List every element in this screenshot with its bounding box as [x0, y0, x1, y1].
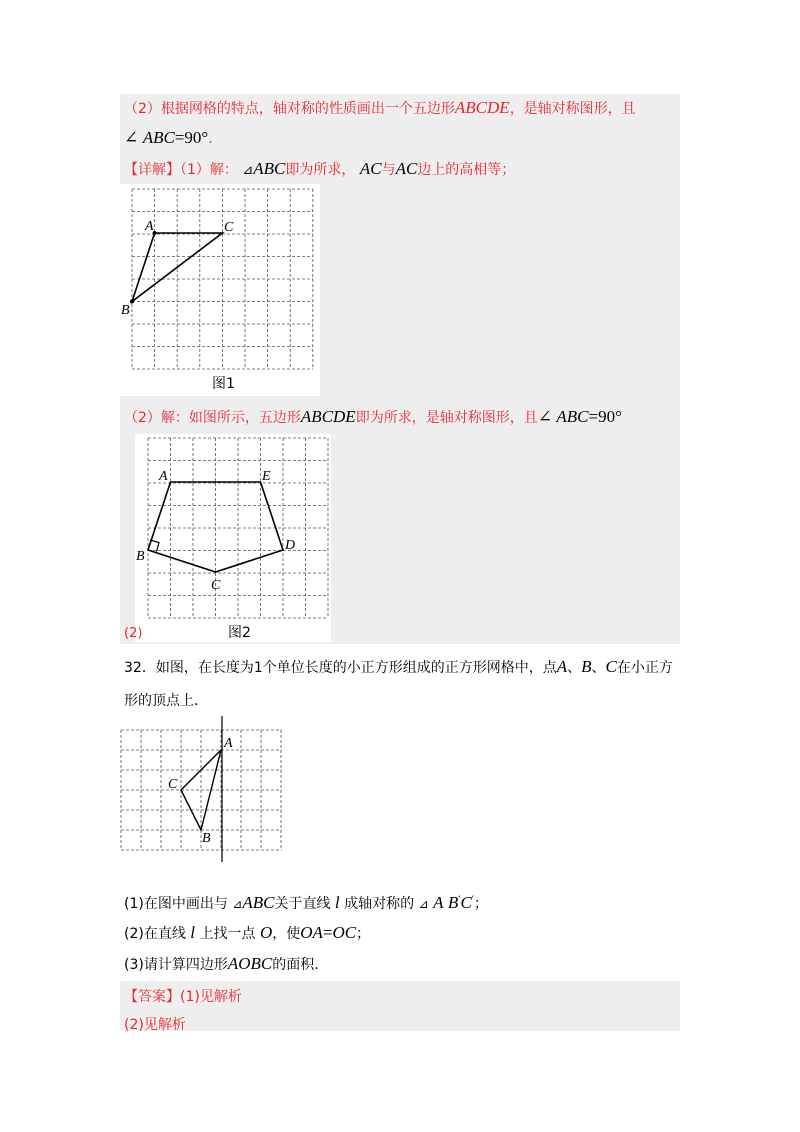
sub-question-3	[124, 954, 319, 974]
detail-text4: 边上的高相等；	[417, 162, 516, 178]
label-a: A	[145, 219, 154, 234]
point-b-dot	[130, 300, 134, 304]
angle-name: ABC	[142, 128, 175, 147]
part2-answer-text2: 即为所求，是轴对称图形，且	[355, 410, 538, 426]
sub-q1-prime: ′	[458, 894, 461, 906]
triangle-symbol: ⊿	[242, 162, 254, 177]
part2-answer-angle-symbol: ∠	[537, 407, 552, 426]
sub-q2-mid2: ，使	[272, 926, 301, 942]
sub-q1-triangle-symbol: ⊿	[232, 897, 243, 911]
sub-q1-number: (1)	[124, 896, 144, 912]
part2-question-line2	[124, 128, 213, 148]
label-a: A	[159, 469, 168, 484]
q32-point-c: C	[605, 657, 617, 676]
label-c: C	[168, 777, 178, 792]
figure-1-caption: 图1	[212, 376, 235, 392]
sub-question-2	[124, 923, 370, 943]
sub-q1-end: ；	[474, 896, 489, 912]
sub-q2-end: ；	[356, 926, 371, 942]
sub-q1-text: 在图中画出与	[143, 896, 228, 912]
segment-ac-1: AC	[359, 159, 382, 178]
sub-q2-number: (2)	[124, 926, 144, 942]
part2-answer-text1: （2）解：如图所示，五边形	[124, 410, 301, 426]
sub-q1-mid2: 成轴对称的	[344, 896, 415, 912]
label-c: C	[211, 578, 221, 593]
label-b: B	[136, 549, 145, 564]
sub-q2-mid: 上找一点	[199, 926, 256, 942]
sub-q1-triangle: ABC	[242, 893, 275, 912]
part2-marker: (2)	[124, 626, 143, 641]
q32-mid: 个单位长度的小正方形组成的正方形网格中，点	[262, 660, 557, 676]
sub-q3-shape: AOBC	[227, 954, 273, 973]
sub-q1-triangle2-symbol: ⊿	[418, 897, 429, 911]
figure-2-background	[135, 434, 331, 642]
q32-line2: 形的顶点上．	[124, 693, 208, 709]
q32-point-b: B	[581, 657, 592, 676]
figure-1	[120, 184, 320, 396]
label-b: B	[202, 831, 211, 846]
answer-line-2: (2)见解析	[124, 1017, 186, 1033]
segment-ac-2: AC	[395, 159, 418, 178]
part2-answer-angle-value: =90°	[588, 407, 622, 426]
sub-q2-equals: =	[322, 923, 333, 942]
q32-sep1: 、	[567, 660, 582, 676]
q32-point-a: A	[556, 657, 568, 676]
detail-text3: 与	[381, 162, 396, 178]
answer-1: (1)见解析	[180, 989, 242, 1005]
detail-line	[124, 159, 515, 179]
angle-end: .	[208, 131, 213, 147]
angle-value: =90°	[174, 128, 209, 147]
label-d: D	[285, 538, 296, 553]
sub-q2-line-l: l	[190, 923, 196, 942]
sub-q3-text: 请计算四边形	[143, 957, 228, 973]
answer-tag: 【答案】	[124, 989, 180, 1005]
part2-question-suffix: ，是轴对称图形，且	[509, 101, 636, 117]
sub-q2-point-o: O	[259, 923, 273, 942]
sub-q2-oc: OC	[332, 923, 357, 942]
label-e: E	[262, 469, 271, 484]
angle-symbol: ∠	[124, 128, 139, 147]
label-b: B	[121, 303, 130, 318]
detail-tag: 【详解】	[124, 162, 180, 178]
sub-q3-number: (3)	[124, 957, 144, 973]
part2-answer-shape: ABCDE	[300, 407, 356, 426]
answer-line-1	[124, 986, 242, 1006]
part2-question-line1	[124, 98, 636, 118]
sub-q3-end: 的面积.	[272, 957, 319, 973]
label-a: A	[224, 736, 233, 751]
figure-2-caption: 图2	[228, 625, 251, 641]
sub-q2-text: 在直线	[143, 926, 186, 942]
figure-2	[135, 434, 331, 642]
detail-text2: 即为所求，	[285, 162, 356, 178]
label-c: C	[224, 220, 234, 235]
sub-question-1	[124, 893, 488, 913]
sub-q1-line-l: l	[334, 893, 340, 912]
q32-line1	[124, 657, 673, 677]
sub-q1-c: C	[460, 893, 472, 912]
sub-q1-b: B	[447, 893, 459, 912]
sub-q1-mid: 关于直线	[274, 896, 331, 912]
q32-prefix: 32．如图，在长度为	[124, 660, 254, 676]
q32-sep2: 、	[591, 660, 606, 676]
q32-unit-one: 1	[253, 660, 263, 676]
part2-question-shape: ABCDE	[454, 98, 510, 117]
sub-q1-a: A	[433, 893, 444, 912]
sub-q1-prime-2: ′	[471, 894, 475, 906]
detail-text1: （1）解：	[180, 162, 238, 178]
part2-answer-angle-name: ABC	[556, 407, 589, 426]
part2-question-prefix: （2）根据网格的特点，轴对称的性质画出一个五边形	[124, 101, 455, 117]
part2-answer-line	[124, 407, 622, 427]
figure-q32	[118, 714, 288, 864]
q32-end: 在小正方	[616, 660, 673, 676]
sub-q2-oa: OA	[300, 923, 323, 942]
triangle-name: ABC	[253, 159, 286, 178]
